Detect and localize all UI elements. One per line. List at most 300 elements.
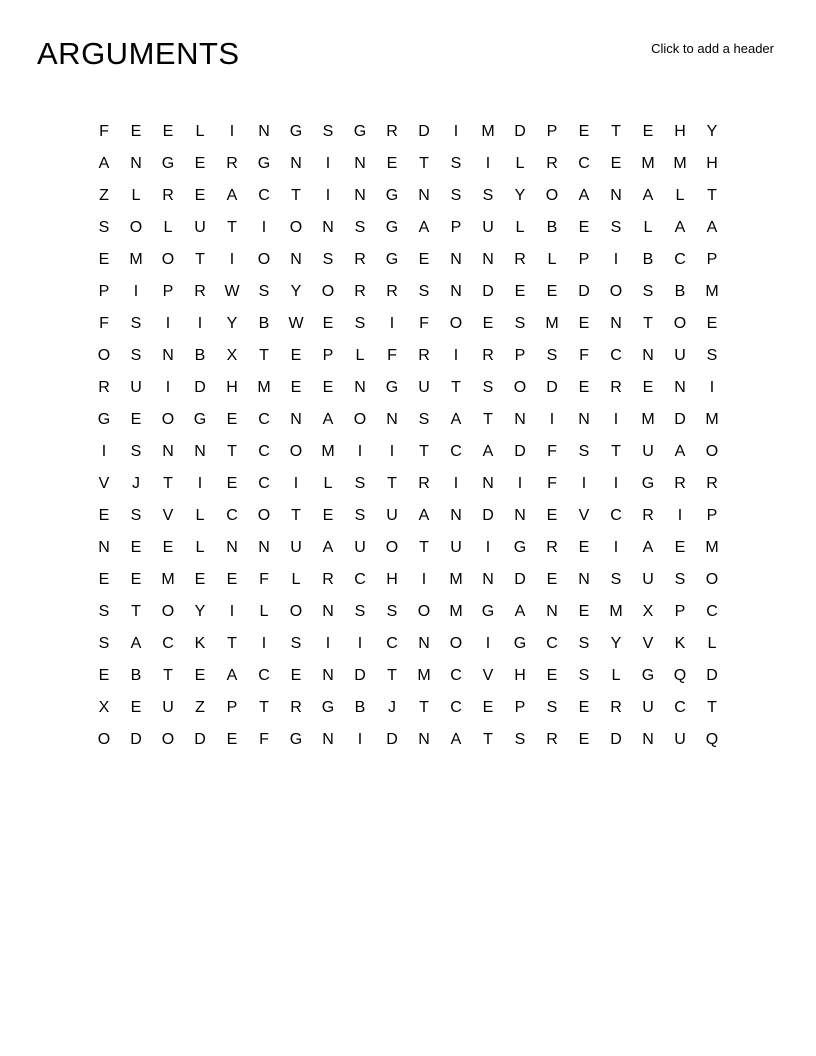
grid-letter: A bbox=[578, 187, 590, 204]
grid-letter: O bbox=[257, 507, 271, 524]
grid-letter: S bbox=[354, 315, 366, 332]
grid-letter: F bbox=[579, 347, 589, 364]
grid-letter: L bbox=[195, 539, 205, 556]
grid-letter: T bbox=[227, 219, 237, 236]
grid-letter: I bbox=[325, 187, 331, 204]
grid-letter: R bbox=[194, 283, 206, 300]
grid-letter: U bbox=[290, 539, 302, 556]
grid-letter: Y bbox=[290, 283, 302, 300]
grid-letter: E bbox=[578, 539, 590, 556]
grid-letter: N bbox=[290, 155, 302, 172]
grid-letter: A bbox=[706, 219, 718, 236]
grid-letter: N bbox=[450, 507, 462, 524]
grid-letter: T bbox=[643, 315, 653, 332]
grid-letter: S bbox=[610, 219, 622, 236]
grid-letter: B bbox=[354, 699, 366, 716]
grid-letter: I bbox=[229, 251, 235, 268]
grid-letter: S bbox=[322, 123, 334, 140]
grid-letter: A bbox=[418, 507, 430, 524]
grid-letter: L bbox=[707, 635, 717, 652]
grid-letter: M bbox=[705, 411, 719, 428]
grid-letter: I bbox=[453, 347, 459, 364]
grid-letter: P bbox=[322, 347, 334, 364]
grid-letter: G bbox=[321, 699, 335, 716]
grid-letter: V bbox=[578, 507, 590, 524]
grid-letter: S bbox=[354, 603, 366, 620]
grid-letter: T bbox=[387, 475, 397, 492]
grid-letter: I bbox=[613, 411, 619, 428]
grid-letter: Y bbox=[706, 123, 718, 140]
grid-letter: S bbox=[322, 251, 334, 268]
grid-letter: M bbox=[705, 283, 719, 300]
grid-letter: P bbox=[226, 699, 238, 716]
grid-letter: M bbox=[673, 155, 687, 172]
grid-letter: D bbox=[354, 667, 366, 684]
grid-letter: I bbox=[229, 603, 235, 620]
grid-letter: O bbox=[705, 571, 719, 588]
grid-letter: N bbox=[354, 187, 366, 204]
grid-letter: E bbox=[322, 507, 334, 524]
grid-letter: I bbox=[453, 475, 459, 492]
grid-letter: L bbox=[195, 507, 205, 524]
grid-letter: O bbox=[609, 283, 623, 300]
grid-letter: S bbox=[514, 731, 526, 748]
grid-letter: S bbox=[450, 155, 462, 172]
grid-letter: C bbox=[674, 699, 686, 716]
grid-letter: T bbox=[131, 603, 141, 620]
grid-letter: R bbox=[354, 251, 366, 268]
grid-letter: E bbox=[290, 347, 302, 364]
grid-letter: S bbox=[514, 315, 526, 332]
grid-letter: A bbox=[322, 411, 334, 428]
grid-letter: E bbox=[386, 155, 398, 172]
grid-letter: B bbox=[194, 347, 206, 364]
grid-letter: P bbox=[98, 283, 110, 300]
grid-letter: S bbox=[98, 635, 110, 652]
grid-letter: O bbox=[449, 635, 463, 652]
grid-letter: S bbox=[354, 475, 366, 492]
grid-letter: T bbox=[291, 507, 301, 524]
grid-letter: O bbox=[289, 219, 303, 236]
grid-letter: N bbox=[642, 731, 654, 748]
grid-letter: N bbox=[354, 379, 366, 396]
grid-letter: I bbox=[485, 155, 491, 172]
grid-letter: L bbox=[547, 251, 557, 268]
grid-letter: E bbox=[578, 219, 590, 236]
grid-letter: C bbox=[226, 507, 238, 524]
grid-letter: E bbox=[226, 475, 238, 492]
grid-letter: O bbox=[161, 731, 175, 748]
grid-letter: I bbox=[197, 315, 203, 332]
grid-letter: F bbox=[259, 731, 269, 748]
grid-letter: S bbox=[578, 443, 590, 460]
grid-letter: I bbox=[133, 283, 139, 300]
grid-letter: D bbox=[578, 283, 590, 300]
grid-letter: T bbox=[419, 539, 429, 556]
grid-letter: I bbox=[293, 475, 299, 492]
grid-letter: K bbox=[674, 635, 686, 652]
grid-letter: D bbox=[482, 283, 494, 300]
grid-letter: K bbox=[194, 635, 206, 652]
grid-letter: N bbox=[322, 731, 334, 748]
grid-letter: M bbox=[705, 539, 719, 556]
grid-letter: O bbox=[705, 443, 719, 460]
grid-letter: E bbox=[578, 699, 590, 716]
grid-letter: J bbox=[388, 699, 396, 716]
grid-letter: C bbox=[706, 603, 718, 620]
grid-letter: S bbox=[98, 219, 110, 236]
grid-letter: C bbox=[258, 443, 270, 460]
grid-letter: R bbox=[610, 379, 622, 396]
grid-letter: B bbox=[642, 251, 654, 268]
grid-letter: J bbox=[132, 475, 140, 492]
grid-letter: E bbox=[98, 251, 110, 268]
grid-letter: I bbox=[357, 443, 363, 460]
grid-letter: C bbox=[258, 411, 270, 428]
grid-letter: E bbox=[98, 571, 110, 588]
grid-letter: U bbox=[642, 571, 654, 588]
grid-letter: P bbox=[706, 251, 718, 268]
grid-letter: X bbox=[98, 699, 110, 716]
grid-letter: U bbox=[482, 219, 494, 236]
grid-letter: S bbox=[482, 379, 494, 396]
grid-letter: P bbox=[450, 219, 462, 236]
grid-letter: E bbox=[418, 251, 430, 268]
grid-letter: G bbox=[385, 251, 399, 268]
grid-letter: E bbox=[546, 571, 558, 588]
grid-letter: M bbox=[417, 667, 431, 684]
grid-letter: G bbox=[161, 155, 175, 172]
grid-letter: O bbox=[385, 539, 399, 556]
grid-letter: P bbox=[162, 283, 174, 300]
grid-letter: N bbox=[450, 283, 462, 300]
grid-letter: A bbox=[482, 443, 494, 460]
grid-letter: E bbox=[482, 315, 494, 332]
grid-letter: G bbox=[353, 123, 367, 140]
grid-letter: O bbox=[353, 411, 367, 428]
grid-letter: N bbox=[130, 155, 142, 172]
grid-letter: I bbox=[485, 539, 491, 556]
grid-letter: D bbox=[514, 571, 526, 588]
grid-letter: B bbox=[674, 283, 686, 300]
grid-letter: N bbox=[642, 347, 654, 364]
grid-letter: Q bbox=[705, 731, 719, 748]
grid-letter: G bbox=[513, 635, 527, 652]
grid-letter: R bbox=[226, 155, 238, 172]
grid-letter: E bbox=[162, 123, 174, 140]
grid-letter: N bbox=[162, 347, 174, 364]
grid-letter: L bbox=[195, 123, 205, 140]
grid-letter: N bbox=[514, 411, 526, 428]
grid-letter: R bbox=[322, 571, 334, 588]
grid-letter: G bbox=[257, 155, 271, 172]
grid-letter: T bbox=[163, 667, 173, 684]
grid-letter: E bbox=[130, 123, 142, 140]
grid-letter: D bbox=[546, 379, 558, 396]
grid-letter: N bbox=[354, 155, 366, 172]
grid-letter: Z bbox=[195, 699, 205, 716]
grid-letter: R bbox=[674, 475, 686, 492]
grid-letter: T bbox=[451, 379, 461, 396]
grid-letter: L bbox=[611, 667, 621, 684]
grid-letter: S bbox=[130, 347, 142, 364]
grid-letter: I bbox=[261, 219, 267, 236]
grid-letter: E bbox=[546, 283, 558, 300]
grid-letter: S bbox=[98, 603, 110, 620]
grid-letter: I bbox=[581, 475, 587, 492]
grid-letter: I bbox=[389, 315, 395, 332]
grid-letter: E bbox=[98, 507, 110, 524]
grid-letter: C bbox=[450, 443, 462, 460]
grid-letter: S bbox=[354, 219, 366, 236]
add-header-placeholder[interactable]: Click to add a header bbox=[651, 41, 774, 56]
grid-letter: O bbox=[673, 315, 687, 332]
grid-letter: M bbox=[545, 315, 559, 332]
grid-letter: A bbox=[450, 411, 462, 428]
grid-letter: S bbox=[706, 347, 718, 364]
grid-letter: A bbox=[322, 539, 334, 556]
grid-letter: F bbox=[259, 571, 269, 588]
grid-letter: R bbox=[386, 123, 398, 140]
grid-letter: T bbox=[227, 443, 237, 460]
grid-letter: O bbox=[289, 603, 303, 620]
grid-letter: Y bbox=[610, 635, 622, 652]
grid-letter: N bbox=[482, 571, 494, 588]
grid-letter: S bbox=[258, 283, 270, 300]
grid-letter: Q bbox=[673, 667, 687, 684]
grid-letter: E bbox=[194, 187, 206, 204]
grid-letter: C bbox=[610, 507, 622, 524]
grid-letter: Y bbox=[194, 603, 206, 620]
grid-letter: P bbox=[514, 699, 526, 716]
grid-letter: P bbox=[674, 603, 686, 620]
grid-letter: E bbox=[578, 603, 590, 620]
grid-letter: M bbox=[481, 123, 495, 140]
grid-letter: G bbox=[289, 731, 303, 748]
grid-letter: S bbox=[130, 507, 142, 524]
grid-letter: E bbox=[578, 731, 590, 748]
grid-letter: G bbox=[513, 539, 527, 556]
grid-letter: N bbox=[386, 411, 398, 428]
grid-letter: E bbox=[130, 539, 142, 556]
grid-letter: G bbox=[641, 475, 655, 492]
grid-letter: C bbox=[258, 667, 270, 684]
grid-letter: F bbox=[547, 475, 557, 492]
grid-letter: R bbox=[546, 155, 558, 172]
grid-letter: F bbox=[419, 315, 429, 332]
grid-letter: C bbox=[258, 187, 270, 204]
grid-letter: I bbox=[613, 251, 619, 268]
grid-letter: Y bbox=[226, 315, 238, 332]
grid-letter: U bbox=[386, 507, 398, 524]
grid-letter: H bbox=[706, 155, 718, 172]
grid-letter: E bbox=[578, 123, 590, 140]
grid-letter: M bbox=[641, 411, 655, 428]
grid-letter: T bbox=[707, 187, 717, 204]
grid-letter: I bbox=[485, 635, 491, 652]
grid-letter: R bbox=[546, 731, 558, 748]
grid-letter: A bbox=[418, 219, 430, 236]
grid-letter: D bbox=[610, 731, 622, 748]
grid-letter: O bbox=[545, 187, 559, 204]
grid-letter: I bbox=[165, 379, 171, 396]
grid-letter: U bbox=[418, 379, 430, 396]
grid-letter: G bbox=[193, 411, 207, 428]
grid-letter: E bbox=[162, 539, 174, 556]
grid-letter: E bbox=[226, 571, 238, 588]
grid-letter: Y bbox=[514, 187, 526, 204]
grid-letter: S bbox=[546, 699, 558, 716]
grid-letter: R bbox=[706, 475, 718, 492]
grid-letter: I bbox=[101, 443, 107, 460]
grid-letter: X bbox=[226, 347, 238, 364]
grid-letter: E bbox=[226, 731, 238, 748]
grid-letter: A bbox=[642, 539, 654, 556]
grid-letter: I bbox=[517, 475, 523, 492]
grid-letter: S bbox=[130, 443, 142, 460]
grid-letter: V bbox=[98, 475, 110, 492]
grid-letter: C bbox=[258, 475, 270, 492]
grid-letter: C bbox=[354, 571, 366, 588]
grid-letter: I bbox=[389, 443, 395, 460]
grid-letter: E bbox=[98, 667, 110, 684]
grid-letter: R bbox=[514, 251, 526, 268]
grid-letter: L bbox=[163, 219, 173, 236]
grid-letter: I bbox=[325, 635, 331, 652]
grid-letter: S bbox=[386, 603, 398, 620]
grid-letter: S bbox=[674, 571, 686, 588]
grid-letter: E bbox=[674, 539, 686, 556]
grid-letter: G bbox=[481, 603, 495, 620]
grid-letter: N bbox=[674, 379, 686, 396]
grid-letter: N bbox=[482, 251, 494, 268]
grid-letter: A bbox=[98, 155, 110, 172]
grid-letter: E bbox=[290, 379, 302, 396]
grid-letter: M bbox=[609, 603, 623, 620]
grid-letter: R bbox=[386, 283, 398, 300]
grid-letter: E bbox=[578, 379, 590, 396]
grid-letter: W bbox=[288, 315, 304, 332]
grid-letter: N bbox=[578, 571, 590, 588]
grid-letter: S bbox=[450, 187, 462, 204]
grid-letter: A bbox=[674, 219, 686, 236]
grid-letter: H bbox=[386, 571, 398, 588]
grid-letter: R bbox=[418, 475, 430, 492]
grid-letter: D bbox=[386, 731, 398, 748]
grid-letter: N bbox=[546, 603, 558, 620]
grid-letter: M bbox=[129, 251, 143, 268]
grid-letter: N bbox=[610, 315, 622, 332]
grid-letter: U bbox=[674, 731, 686, 748]
grid-letter: N bbox=[514, 507, 526, 524]
grid-letter: E bbox=[226, 411, 238, 428]
grid-letter: M bbox=[449, 571, 463, 588]
grid-letter: N bbox=[258, 123, 270, 140]
grid-letter: L bbox=[643, 219, 653, 236]
grid-letter: M bbox=[641, 155, 655, 172]
grid-letter: N bbox=[450, 251, 462, 268]
grid-letter: O bbox=[321, 283, 335, 300]
grid-letter: U bbox=[130, 379, 142, 396]
grid-letter: D bbox=[514, 123, 526, 140]
grid-letter: L bbox=[131, 187, 141, 204]
grid-letter: N bbox=[226, 539, 238, 556]
grid-letter: N bbox=[610, 187, 622, 204]
grid-letter: N bbox=[322, 603, 334, 620]
grid-letter: T bbox=[483, 731, 493, 748]
grid-letter: L bbox=[291, 571, 301, 588]
grid-letter: S bbox=[482, 187, 494, 204]
grid-letter: H bbox=[514, 667, 526, 684]
grid-letter: R bbox=[162, 187, 174, 204]
grid-letter: O bbox=[449, 315, 463, 332]
grid-letter: S bbox=[578, 667, 590, 684]
grid-letter: I bbox=[709, 379, 715, 396]
grid-letter: S bbox=[578, 635, 590, 652]
grid-letter: R bbox=[98, 379, 110, 396]
grid-letter: I bbox=[453, 123, 459, 140]
grid-letter: V bbox=[482, 667, 494, 684]
grid-letter: D bbox=[706, 667, 718, 684]
grid-letter: U bbox=[450, 539, 462, 556]
grid-letter: I bbox=[677, 507, 683, 524]
grid-letter: T bbox=[259, 347, 269, 364]
grid-letter: H bbox=[674, 123, 686, 140]
grid-letter: U bbox=[354, 539, 366, 556]
grid-letter: A bbox=[450, 731, 462, 748]
grid-letter: D bbox=[194, 379, 206, 396]
grid-letter: O bbox=[129, 219, 143, 236]
grid-letter: E bbox=[130, 411, 142, 428]
grid-letter: I bbox=[357, 731, 363, 748]
grid-letter: I bbox=[613, 475, 619, 492]
grid-letter: N bbox=[578, 411, 590, 428]
grid-letter: G bbox=[289, 123, 303, 140]
grid-letter: C bbox=[450, 699, 462, 716]
grid-letter: N bbox=[418, 731, 430, 748]
grid-letter: T bbox=[483, 411, 493, 428]
grid-letter: T bbox=[259, 699, 269, 716]
grid-letter: N bbox=[258, 539, 270, 556]
grid-letter: G bbox=[385, 187, 399, 204]
grid-letter: N bbox=[322, 667, 334, 684]
grid-letter: S bbox=[546, 347, 558, 364]
grid-letter: E bbox=[130, 699, 142, 716]
grid-letter: E bbox=[642, 379, 654, 396]
grid-letter: C bbox=[610, 347, 622, 364]
grid-letter: O bbox=[97, 731, 111, 748]
grid-letter: Z bbox=[99, 187, 109, 204]
grid-letter: I bbox=[549, 411, 555, 428]
grid-letter: D bbox=[418, 123, 430, 140]
grid-letter: O bbox=[161, 603, 175, 620]
grid-letter: E bbox=[482, 699, 494, 716]
grid-letter: E bbox=[194, 571, 206, 588]
grid-letter: D bbox=[130, 731, 142, 748]
grid-letter: N bbox=[194, 443, 206, 460]
grid-letter: N bbox=[482, 475, 494, 492]
grid-letter: G bbox=[385, 219, 399, 236]
grid-letter: E bbox=[130, 571, 142, 588]
grid-letter: N bbox=[322, 219, 334, 236]
grid-letter: L bbox=[323, 475, 333, 492]
grid-letter: L bbox=[515, 155, 525, 172]
grid-letter: U bbox=[194, 219, 206, 236]
grid-letter: V bbox=[642, 635, 654, 652]
grid-letter: D bbox=[482, 507, 494, 524]
grid-letter: S bbox=[610, 571, 622, 588]
grid-letter: S bbox=[130, 315, 142, 332]
